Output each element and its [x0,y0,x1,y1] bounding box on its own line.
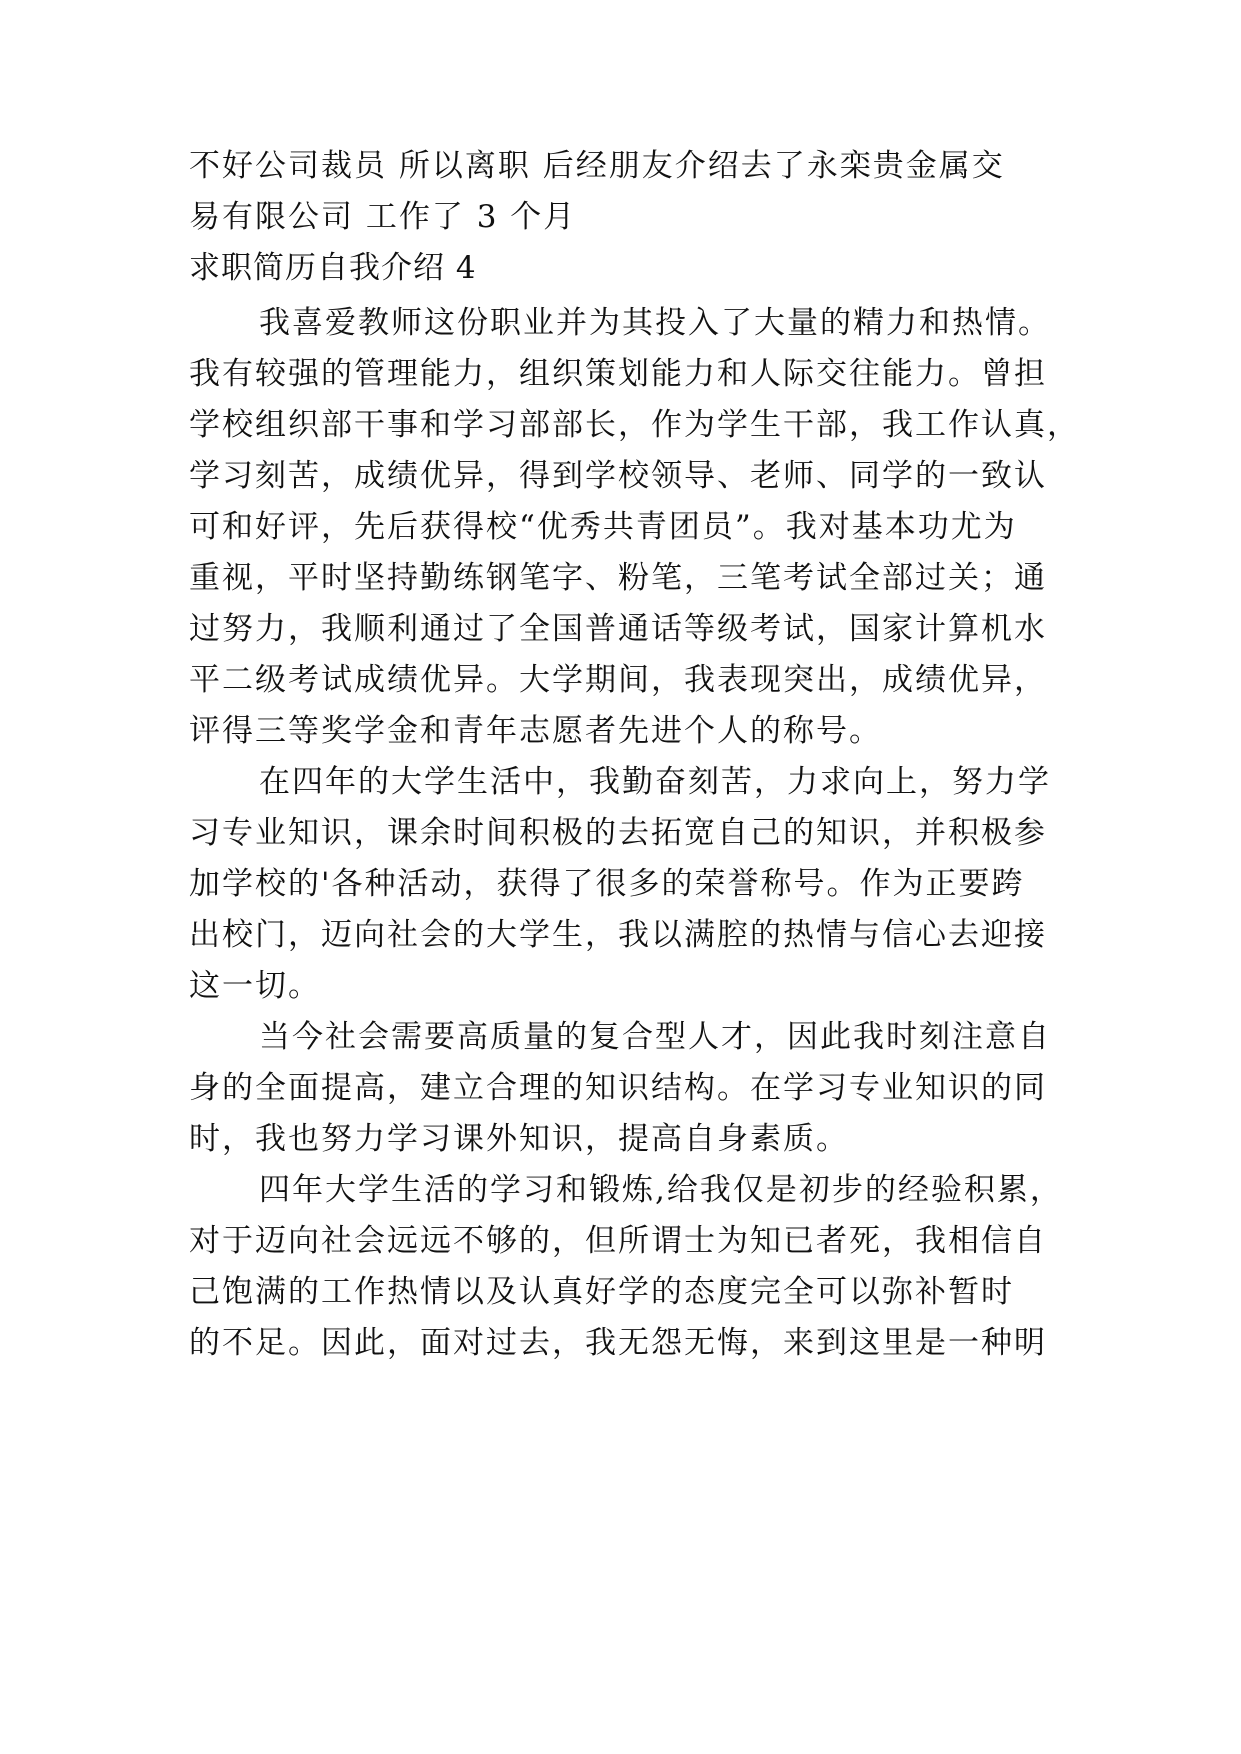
paragraph-line: 时，我也努力学习课外知识，提高自身素质。 [189,1121,849,1157]
paragraph-line: 可和好评，先后获得校“优秀共青团员”。我对基本功尤为 [189,509,1017,545]
paragraph-2 [189,757,1049,1012]
paragraph-line: 己饱满的工作热情以及认真好学的态度完全可以弥补暂时 [189,1274,1014,1310]
paragraph-line: 平二级考试成绩优异。大学期间，我表现突出，成绩优异， [189,662,1047,698]
paragraph-line: 这一切。 [189,968,321,1004]
paragraph-line: 学校组织部干事和学习部部长，作为学生干部，我工作认真， [189,407,1080,443]
paragraph-line: 我有较强的管理能力，组织策划能力和人际交往能力。曾担 [189,356,1047,392]
paragraph-line: 四年大学生活的学习和锻炼,给我仅是初步的经验积累， [259,1172,1063,1208]
paragraph-line: 我喜爱教师这份职业并为其投入了大量的精力和热情。 [259,305,1051,341]
paragraph-line: 的不足。因此，面对过去，我无怨无悔，来到这里是一种明 [189,1325,1047,1361]
paragraph-line: 出校门，迈向社会的大学生，我以满腔的热情与信心去迎接 [189,917,1047,953]
paragraph-3 [189,1012,1049,1165]
paragraph-4 [189,1165,1063,1369]
paragraph-line: 在四年的大学生活中，我勤奋刻苦，力求向上，努力学 [259,764,1051,800]
paragraph-line: 过努力，我顺利通过了全国普通话等级考试，国家计算机水 [189,611,1047,647]
section-title [189,243,1049,294]
section-title-text: 求职简历自我介绍 4 [189,250,477,286]
paragraph-line: 评得三等奖学金和青年志愿者先进个人的称号。 [189,713,882,749]
paragraph-line: 习专业知识，课余时间积极的去拓宽自己的知识，并积极参 [189,815,1047,851]
paragraph-line: 学习刻苦，成绩优异，得到学校领导、老师、同学的一致认 [189,458,1047,494]
paragraph-line: 身的全面提高，建立合理的知识结构。在学习专业知识的同 [189,1070,1047,1106]
continuation-text [189,141,1049,243]
paragraph-1 [189,298,1080,757]
paragraph-line: 加学校的'各种活动，获得了很多的荣誉称号。作为正要跨 [189,866,1025,902]
text-line: 易有限公司 工作了 3 个月 [189,199,577,235]
paragraph-line: 当今社会需要高质量的复合型人才，因此我时刻注意自 [259,1019,1051,1055]
paragraph-line: 对于迈向社会远远不够的，但所谓士为知已者死，我相信自 [189,1223,1047,1259]
text-line: 不好公司裁员 所以离职 后经朋友介绍去了永栾贵金属交 [189,148,1005,184]
paragraph-line: 重视，平时坚持勤练钢笔字、粉笔，三笔考试全部过关；通 [189,560,1047,596]
